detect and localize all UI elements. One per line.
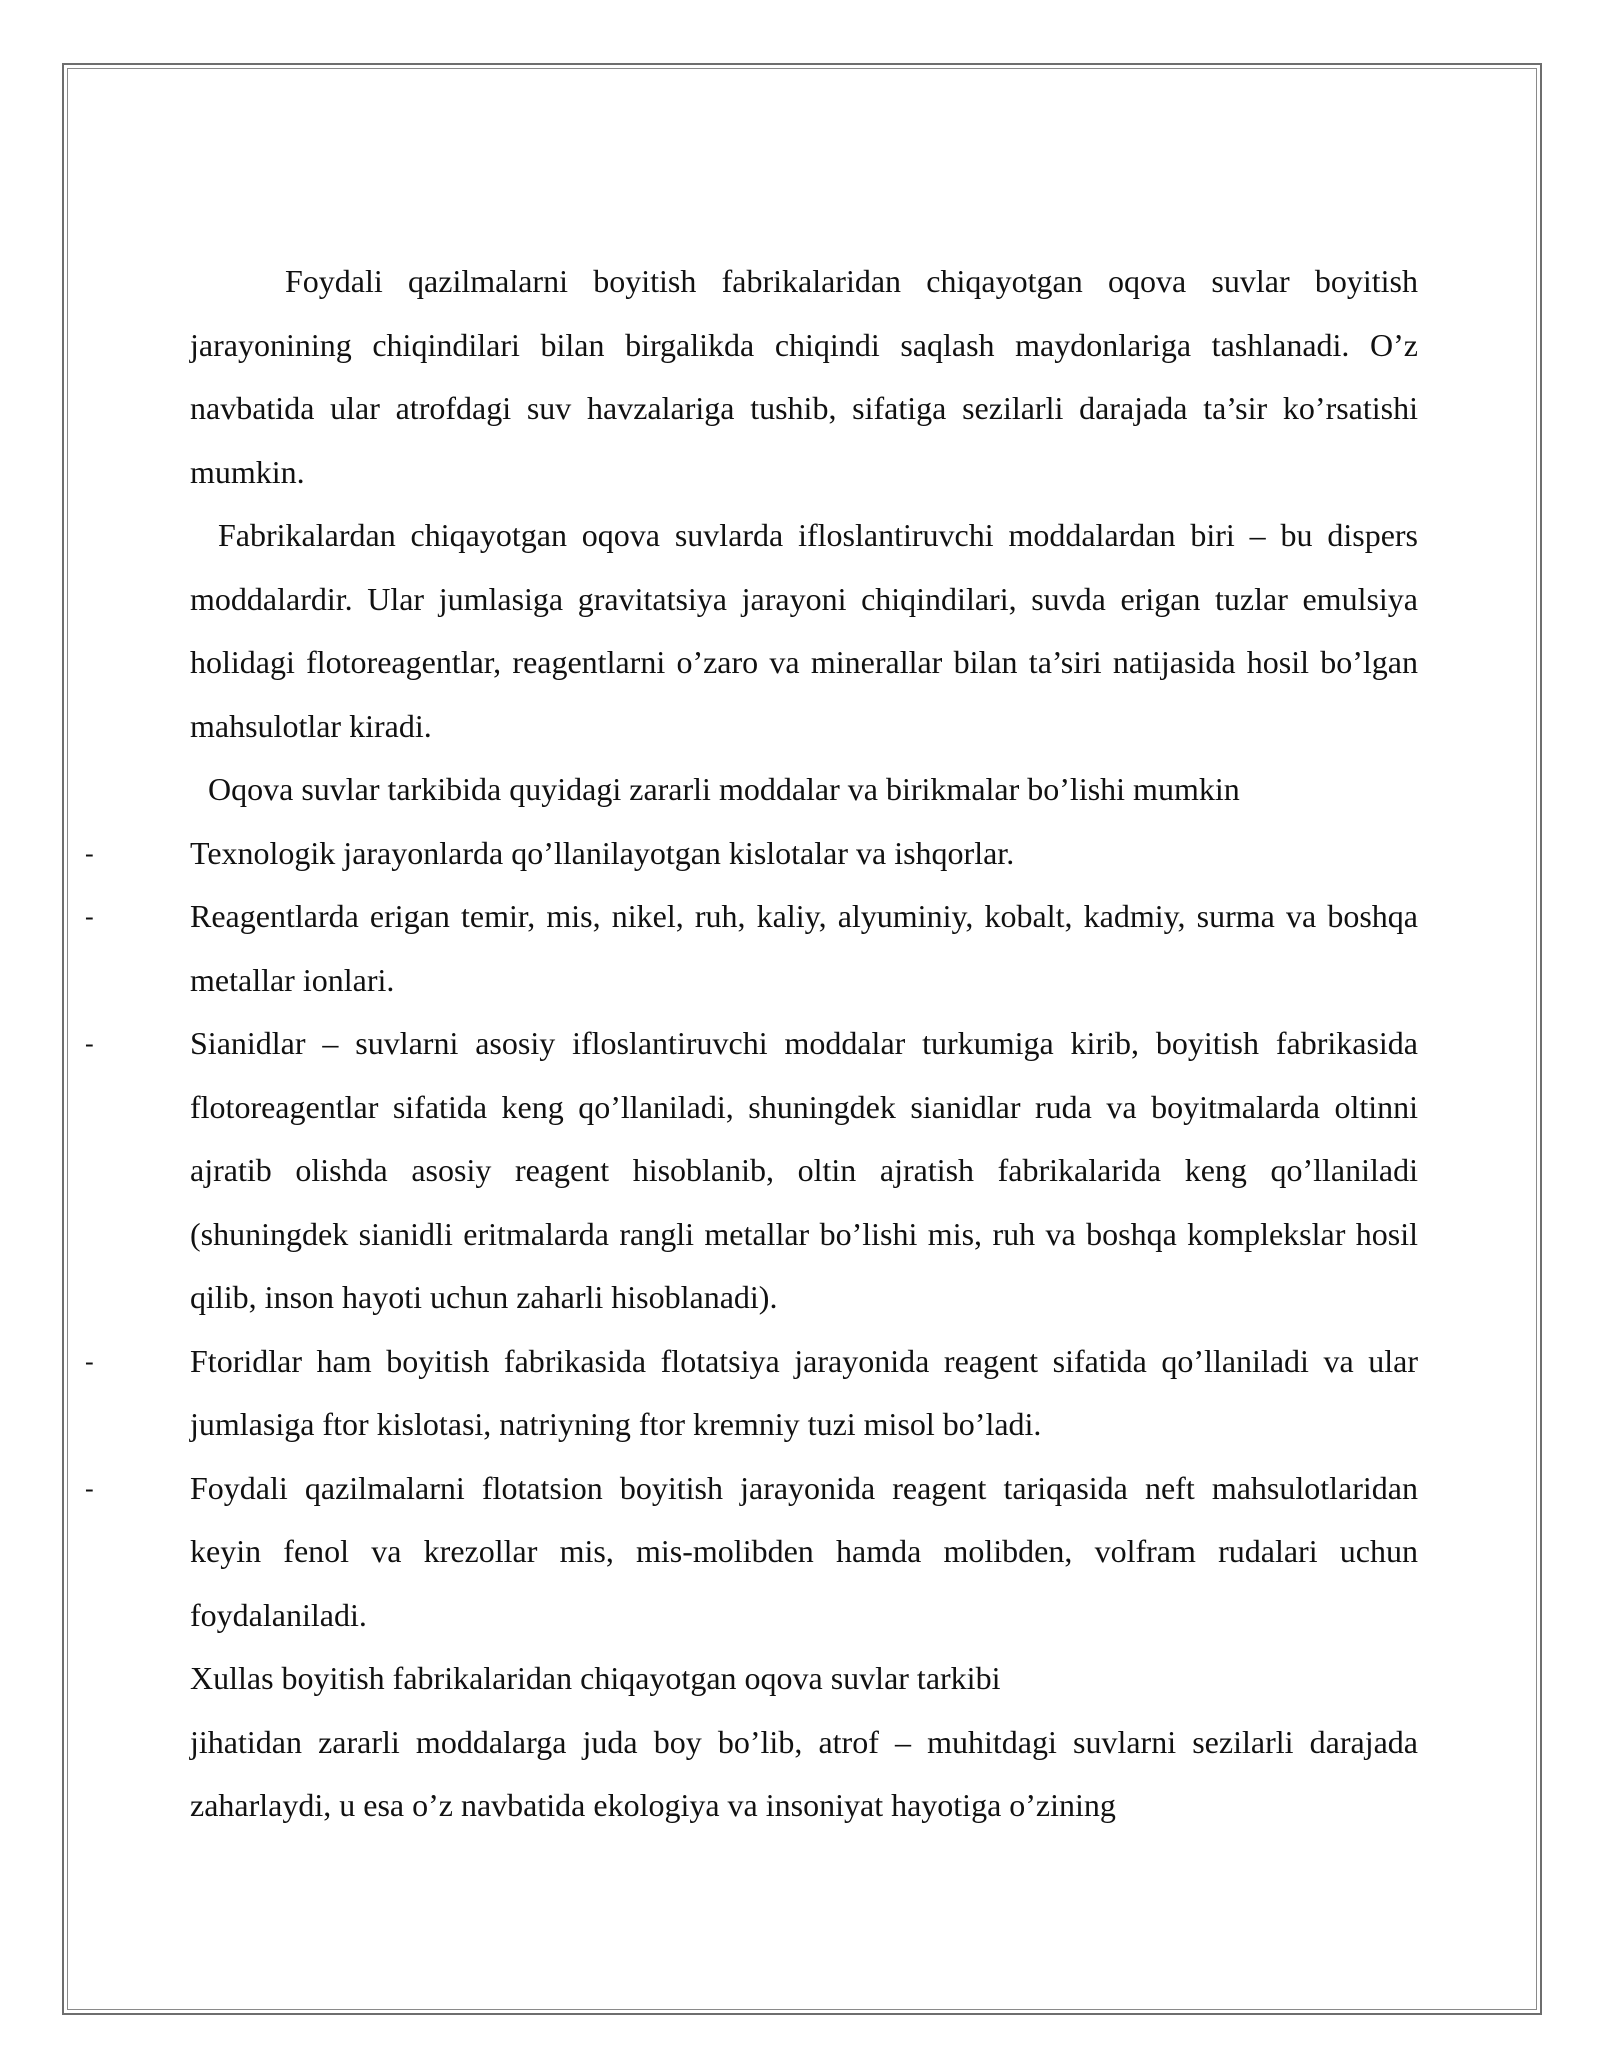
bullet-dash: -	[85, 1473, 94, 1503]
paragraph-intro: Foydali qazilmalarni boyitish fabrikalaridan chiqayotgan oqova suvlar boyitish jarayonining chiqindilari bilan birgalikda chiqindi saqlash maydonlariga tashlanadi. O’z navbatida ular atrofdagi suv havzalariga tushib, sifatiga sezilarli darajada ta’sir ko’rsatishi mumkin.	[190, 263, 1418, 490]
list-item	[85, 1457, 1418, 1648]
list-item	[85, 885, 1418, 1012]
paragraph-closing-line-1: Xullas boyitish fabrikalaridan chiqayotgan oqova suvlar tarkibi	[190, 1660, 1001, 1696]
list-item	[85, 822, 1418, 886]
paragraph-list-intro: Oqova suvlar tarkibida quyidagi zararli moddalar va birikmalar bo’lishi mumkin	[208, 771, 1240, 807]
document-body	[85, 250, 1418, 1838]
bullet-dash: -	[85, 1029, 94, 1058]
list-item-text: Reagentlarda erigan temir, mis, nikel, ruh, kaliy, alyuminiy, kobalt, kadmiy, surma va boshqa metallar ionlari.	[190, 898, 1418, 998]
list-item-text: Texnologik jarayonlarda qo’llanilayotgan kislotalar va ishqorlar.	[190, 834, 1015, 871]
paragraph-closing-line-2: jihatidan zararli moddalarga juda boy bo’lib, atrof – muhitdagi suvlarni sezilarli darajada zaharlaydi, u esa o’z navbatida ekologiya va insoniyat hayotiga o’zining	[190, 1723, 1418, 1823]
bullet-dash: -	[85, 1346, 94, 1376]
bullet-dash: -	[85, 838, 94, 868]
list-item-text: Foydali qazilmalarni flotatsion boyitish jarayonida reagent tariqasida neft mahsulotlaridan keyin fenol va krezollar mis, mis-molibden hamda molibden, volfram rudalari uchun foydalaniladi.	[190, 1469, 1418, 1633]
bullet-dash: -	[85, 902, 94, 931]
list-item-text: Ftoridlar ham boyitish fabrikasida flotatsiya jarayonida reagent sifatida qo’llaniladi va ular jumlasiga ftor kislotasi, natriyning ftor kremniy tuzi misol bo’ladi.	[190, 1342, 1418, 1442]
list-item-text: Sianidlar – suvlarni asosiy ifloslantiruvchi moddalar turkumiga kirib, boyitish fabrikasida flotoreagentlar sifatida keng qo’llaniladi, shuningdek sianidlar ruda va boyitmalarda oltinni ajratib olishda asosiy reagent hisoblanib, oltin ajratish fabrikalarida keng qo’llaniladi (shuningdek sianidli eritmalarda rangli metallar bo’lishi mis, ruh va boshqa komplekslar hosil qilib, inson hayoti uchun zaharli hisoblanadi).	[190, 1025, 1418, 1315]
list-item	[85, 1012, 1418, 1330]
list-item	[85, 1330, 1418, 1457]
paragraph-dispers: Fabrikalardan chiqayotgan oqova suvlarda ifloslantiruvchi moddalardan biri – bu dispers moddalardir. Ular jumlasiga gravitatsiya jarayoni chiqindilari, suvda erigan tuzlar emulsiya holidagi flotoreagentlar, reagentlarni o’zaro va minerallar bilan ta’siri natijasida hosil bo’lgan mahsulotlar kiradi.	[190, 517, 1418, 744]
